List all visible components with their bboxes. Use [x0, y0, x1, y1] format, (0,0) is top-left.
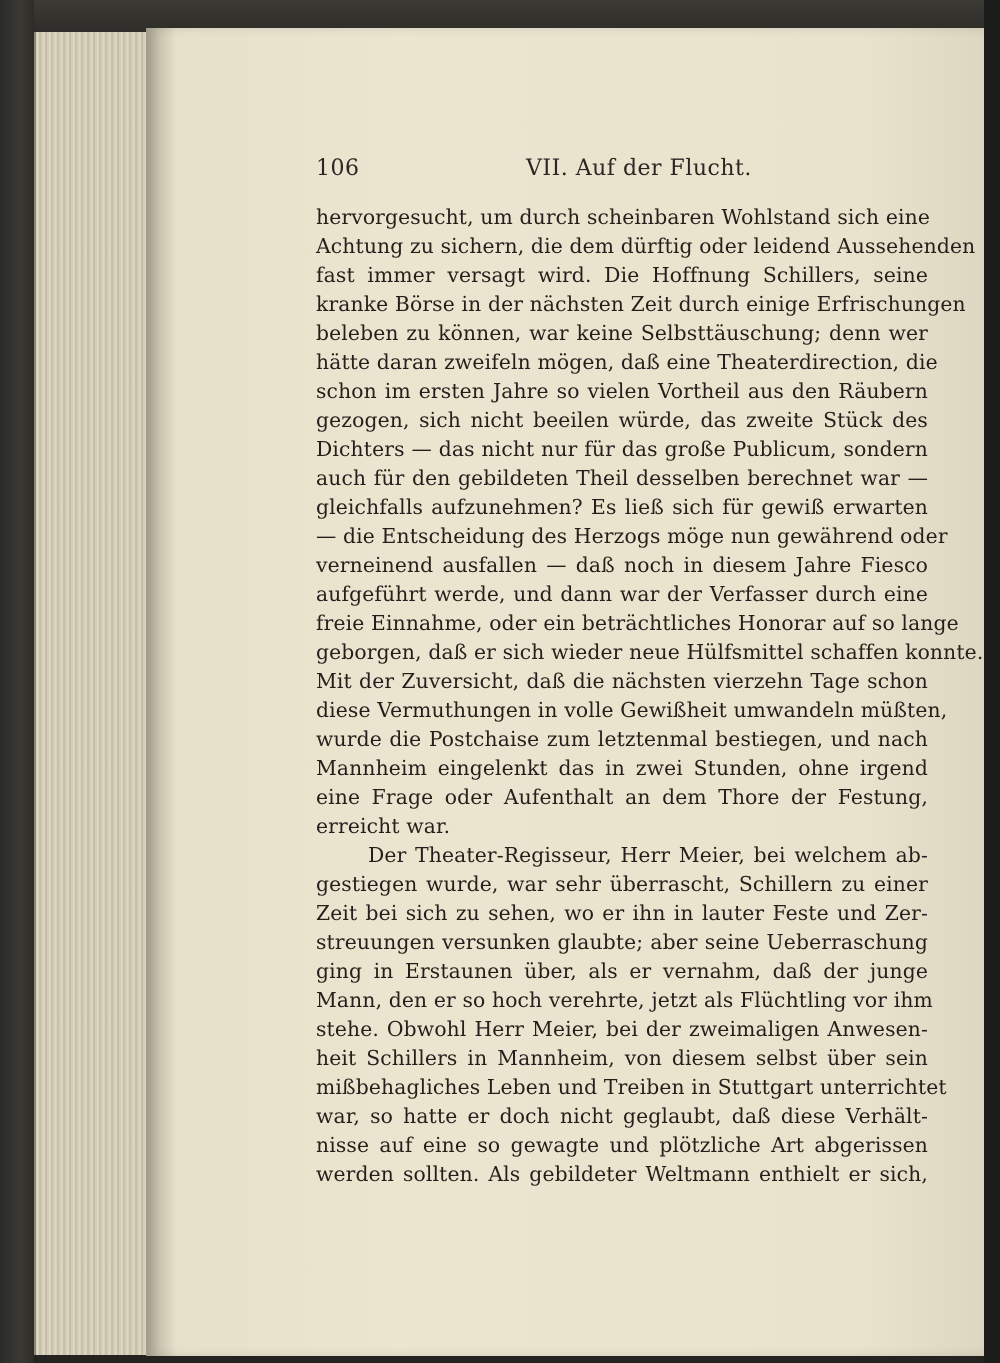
text-line: verneinend ausfallen — daß noch in diesem Jahre Fiesco [316, 553, 928, 577]
text-line: war, so hatte er doch nicht geglaubt, daß diese Verhält- [316, 1104, 928, 1128]
scan-right-edge [984, 0, 1000, 1363]
text-line: gezogen, sich nicht beeilen würde, das zweite Stück des [316, 408, 928, 432]
book-cover-left [0, 0, 34, 1363]
paragraph-start-line: Der Theater-Regisseur, Herr Meier, bei welchem ab- [368, 843, 928, 867]
spine-shadow [146, 28, 176, 1356]
page-stack-edges [34, 32, 152, 1355]
text-line: hätte daran zweifeln mögen, daß eine Theaterdirection, die [316, 350, 938, 374]
text-line: Achtung zu sichern, die dem dürftig oder leidend Aussehenden [316, 234, 976, 258]
text-line: freie Einnahme, oder ein beträchtliches Honorar auf so lange [316, 611, 959, 635]
text-line: heit Schillers in Mannheim, von diesem selbst über sein [316, 1046, 928, 1070]
page-number: 106 [316, 156, 360, 181]
text-line: diese Vermuthungen in volle Gewißheit umwandeln müßten, [316, 698, 948, 722]
page-header [316, 156, 928, 188]
text-line: Mannheim eingelenkt das in zwei Stunden, ohne irgend [316, 756, 928, 780]
text-line: eine Frage oder Aufenthalt an dem Thore der Festung, [316, 785, 928, 809]
text-line: auch für den gebildeten Theil desselben berechnet war — [316, 466, 928, 490]
body-text [316, 203, 984, 1189]
text-line: aufgeführt werde, und dann war der Verfasser durch eine [316, 582, 928, 606]
text-line: — die Entscheidung des Herzogs möge nun gewährend oder [316, 524, 948, 548]
text-line: hervorgesucht, um durch scheinbaren Wohlstand sich eine [316, 205, 930, 229]
text-line: schon im ersten Jahre so vielen Vortheil aus den Räubern [316, 379, 928, 403]
text-line: gleichfalls aufzunehmen? Es ließ sich für gewiß erwarten [316, 495, 928, 519]
text-line: ging in Erstaunen über, als er vernahm, daß der junge [316, 959, 928, 983]
paragraph-end-line: erreicht war. [316, 814, 451, 838]
text-line: Zeit bei sich zu sehen, wo er ihn in lauter Feste und Zer- [316, 901, 928, 925]
text-line: geborgen, daß er sich wieder neue Hülfsmittel schaffen konnte. [316, 640, 984, 664]
text-line: werden sollten. Als gebildeter Weltmann enthielt er sich, [316, 1162, 928, 1186]
running-title: VII. Auf der Flucht. [526, 156, 752, 181]
text-line: kranke Börse in der nächsten Zeit durch einige Erfrischungen [316, 292, 966, 316]
text-line: fast immer versagt wird. Die Hoffnung Schillers, seine [316, 263, 928, 287]
text-line: wurde die Postchaise zum letztenmal bestiegen, und nach [316, 727, 928, 751]
text-line: streuungen versunken glaubte; aber seine Ueberraschung [316, 930, 928, 954]
text-line: gestiegen wurde, war sehr überrascht, Schillern zu einer [316, 872, 928, 896]
text-line: Mit der Zuversicht, daß die nächsten vierzehn Tage schon [316, 669, 928, 693]
text-line: beleben zu können, war keine Selbsttäuschung; denn wer [316, 321, 928, 345]
text-line: mißbehagliches Leben und Treiben in Stuttgart unterrichtet [316, 1075, 947, 1099]
text-line: nisse auf eine so gewagte und plötzliche Art abgerissen [316, 1133, 928, 1157]
text-line: Dichters — das nicht nur für das große Publicum, sondern [316, 437, 928, 461]
text-line: stehe. Obwohl Herr Meier, bei der zweimaligen Anwesen- [316, 1017, 928, 1041]
text-line: Mann, den er so hoch verehrte, jetzt als Flüchtling vor ihm [316, 988, 933, 1012]
